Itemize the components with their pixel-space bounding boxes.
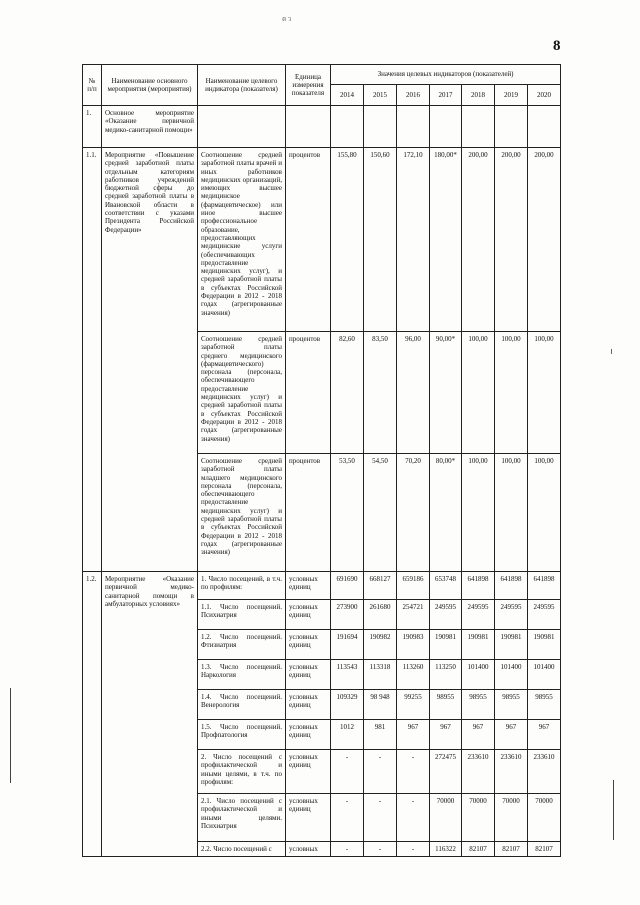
table-row xyxy=(83,572,561,600)
value-cell: 101400 xyxy=(495,660,528,690)
indicator-name: Соотношение средней заработной платы младшего медицинского персонала (персонала, обеспечивающего предоставление медицинских услуг) и средней заработной платы в субъектах Российской Федерации в 2012 - 2018 годах (агрегированные значения) xyxy=(198,454,286,572)
value-cell: 233610 xyxy=(462,750,495,794)
value-cell: 113250 xyxy=(430,660,462,690)
unit-cell: условных единиц xyxy=(286,660,331,690)
header-year: 2014 xyxy=(331,85,364,106)
event-name: Мероприятие «Повышение средней заработной платы отдельным категориям работников учреждений бюджетной сферы до средней заработной платы в Ивановской области в соответствии с указами Президента Российской Федерации» xyxy=(102,148,198,572)
value-cell: 191694 xyxy=(331,630,364,660)
value-cell: 155,80 xyxy=(331,148,364,332)
indicator-name: 1.2. Число посещений. Фтизиатрия xyxy=(198,630,286,660)
value-cell: 190981 xyxy=(430,630,462,660)
value-cell: 190982 xyxy=(364,630,397,660)
value-cell: 100,00 xyxy=(528,454,561,572)
value-cell: 150,60 xyxy=(364,148,397,332)
value-cell: 249595 xyxy=(495,600,528,630)
value-cell: - xyxy=(397,750,430,794)
value-cell: 641898 xyxy=(495,572,528,600)
value-cell: 98955 xyxy=(462,690,495,720)
scan-margin-line-right xyxy=(613,780,614,840)
value-cell: - xyxy=(331,794,364,842)
row-num: 1.2. xyxy=(83,572,102,857)
value-cell: 200,00 xyxy=(495,148,528,332)
value-cell: 113260 xyxy=(397,660,430,690)
unit-cell: условных единиц xyxy=(286,720,331,750)
value-cell: 668127 xyxy=(364,572,397,600)
value-cell: 80,00* xyxy=(430,454,462,572)
unit-cell: условных единиц xyxy=(286,794,331,842)
value-cell: 101400 xyxy=(528,660,561,690)
indicators-table xyxy=(82,64,561,857)
value-cell: 70000 xyxy=(462,794,495,842)
value-cell: 1012 xyxy=(331,720,364,750)
value-cell: 233610 xyxy=(495,750,528,794)
header-event: Наименование основного мероприятия (мероприятия) xyxy=(102,65,198,106)
unit-cell: процентов xyxy=(286,148,331,332)
value-cell: 82107 xyxy=(495,842,528,857)
unit-cell: условных единиц xyxy=(286,750,331,794)
value-cell: 98955 xyxy=(430,690,462,720)
value-cell: 113543 xyxy=(331,660,364,690)
header-indicator: Наименование целевого индикатора (показателя) xyxy=(198,65,286,106)
value-cell: - xyxy=(331,842,364,857)
value-cell: 261680 xyxy=(364,600,397,630)
value-cell: 190983 xyxy=(397,630,430,660)
value-cell: 100,00 xyxy=(528,332,561,454)
value-cell: 70000 xyxy=(430,794,462,842)
value-cell: 98955 xyxy=(495,690,528,720)
indicator-name: 1.4. Число посещений. Венерология xyxy=(198,690,286,720)
indicator-name: 2. Число посещений с профилактической и иными целями, в т.ч. по профилям: xyxy=(198,750,286,794)
value-cell: 967 xyxy=(430,720,462,750)
indicator-name: 2.2. Число посещений с xyxy=(198,842,286,857)
indicator-name: 2.1. Число посещений с профилактической и иными целями. Психиатрия xyxy=(198,794,286,842)
value-cell: - xyxy=(364,750,397,794)
value-cell: 967 xyxy=(528,720,561,750)
value-cell: 100,00 xyxy=(462,454,495,572)
value-cell: - xyxy=(397,842,430,857)
header-num: № п/п xyxy=(83,65,102,106)
value-cell: 233610 xyxy=(528,750,561,794)
value-cell: 100,00 xyxy=(495,454,528,572)
value-cell: - xyxy=(397,794,430,842)
indicator-name: Соотношение средней заработной платы врачей и иных работников медицинских организаций, имеющих высшее медицинское (фармацевтическое) или иное высшее профессиональное образование, предоставляющих медицинские услуги (обеспечивающих предоставление медицинских услуг), и средней заработной платы в субъектах Российской Федерации в 2012 - 2018 годах (агрегированные значения) xyxy=(198,148,286,332)
table-row xyxy=(83,106,561,148)
value-cell: 54,50 xyxy=(364,454,397,572)
indicator-name: 1.5. Число посещений. Профпатология xyxy=(198,720,286,750)
scan-mark xyxy=(611,349,612,354)
value-cell: 981 xyxy=(364,720,397,750)
value-cell: 82107 xyxy=(528,842,561,857)
scan-margin-line-left xyxy=(10,688,11,783)
header-values: Значения целевых индикаторов (показателей) xyxy=(331,65,561,85)
header-year: 2020 xyxy=(528,85,561,106)
page-number: 8 xyxy=(553,38,561,54)
value-cell: 83,50 xyxy=(364,332,397,454)
row-num: 1.1. xyxy=(83,148,102,572)
value-cell: 109329 xyxy=(331,690,364,720)
value-cell: 70000 xyxy=(495,794,528,842)
value-cell: 254721 xyxy=(397,600,430,630)
value-cell: 967 xyxy=(397,720,430,750)
value-cell: 98955 xyxy=(528,690,561,720)
event-name: Основное мероприятие «Оказание первичной медико-санитарной помощи» xyxy=(102,106,198,148)
value-cell: 200,00 xyxy=(462,148,495,332)
value-cell: 98 948 xyxy=(364,690,397,720)
indicator-name: 1.3. Число посещений. Наркология xyxy=(198,660,286,690)
value-cell: 53,50 xyxy=(331,454,364,572)
value-cell: 70000 xyxy=(528,794,561,842)
value-cell: 113318 xyxy=(364,660,397,690)
indicator-name: 1. Число посещений, в т.ч. по профилям: xyxy=(198,572,286,600)
row-num: 1. xyxy=(83,106,102,148)
value-cell: 249595 xyxy=(528,600,561,630)
value-cell: 82107 xyxy=(462,842,495,857)
value-cell: 90,00* xyxy=(430,332,462,454)
unit-cell: условных единиц xyxy=(286,690,331,720)
value-cell: 116322 xyxy=(430,842,462,857)
scan-top-mark: ดว xyxy=(282,15,293,23)
value-cell: 96,00 xyxy=(397,332,430,454)
value-cell: 249595 xyxy=(462,600,495,630)
value-cell: 190981 xyxy=(462,630,495,660)
unit-cell: условных единиц xyxy=(286,572,331,600)
value-cell: 190981 xyxy=(528,630,561,660)
value-cell: 101400 xyxy=(462,660,495,690)
value-cell: - xyxy=(364,794,397,842)
value-cell: 172,10 xyxy=(397,148,430,332)
value-cell: 100,00 xyxy=(495,332,528,454)
value-cell: 273900 xyxy=(331,600,364,630)
header-row xyxy=(83,65,561,85)
value-cell: 653748 xyxy=(430,572,462,600)
header-year: 2015 xyxy=(364,85,397,106)
header-year: 2016 xyxy=(397,85,430,106)
unit-cell: условных единиц xyxy=(286,600,331,630)
value-cell: 641898 xyxy=(528,572,561,600)
header-year: 2017 xyxy=(430,85,462,106)
value-cell: 70,20 xyxy=(397,454,430,572)
header-year: 2019 xyxy=(495,85,528,106)
table-row xyxy=(83,148,561,332)
value-cell: 967 xyxy=(462,720,495,750)
value-cell: 180,00* xyxy=(430,148,462,332)
unit-cell: условных единиц xyxy=(286,630,331,660)
value-cell: 967 xyxy=(495,720,528,750)
value-cell: 249595 xyxy=(430,600,462,630)
unit-cell: процентов xyxy=(286,332,331,454)
value-cell: 99255 xyxy=(397,690,430,720)
value-cell: - xyxy=(364,842,397,857)
unit-cell: условных xyxy=(286,842,331,857)
value-cell: 100,00 xyxy=(462,332,495,454)
header-unit: Единица измерения показателя xyxy=(286,65,331,106)
value-cell: 691690 xyxy=(331,572,364,600)
indicator-name: 1.1. Число посещений. Психиатрия xyxy=(198,600,286,630)
value-cell: 659186 xyxy=(397,572,430,600)
event-name: Мероприятие «Оказание первичной медико-санитарной помощи в амбулаторных условиях» xyxy=(102,572,198,857)
value-cell: 82,60 xyxy=(331,332,364,454)
value-cell: 641898 xyxy=(462,572,495,600)
value-cell: - xyxy=(331,750,364,794)
unit-cell: процентов xyxy=(286,454,331,572)
value-cell: 200,00 xyxy=(528,148,561,332)
indicator-name: Соотношение средней заработной платы среднего медицинского (фармацевтического) персонала (персонала, обеспечивающего предоставление медицинских услуг) и средней заработной платы в субъектах Российской Федерации в 2012 - 2018 годах (агрегированные значения) xyxy=(198,332,286,454)
value-cell: 190981 xyxy=(495,630,528,660)
header-year: 2018 xyxy=(462,85,495,106)
value-cell: 272475 xyxy=(430,750,462,794)
